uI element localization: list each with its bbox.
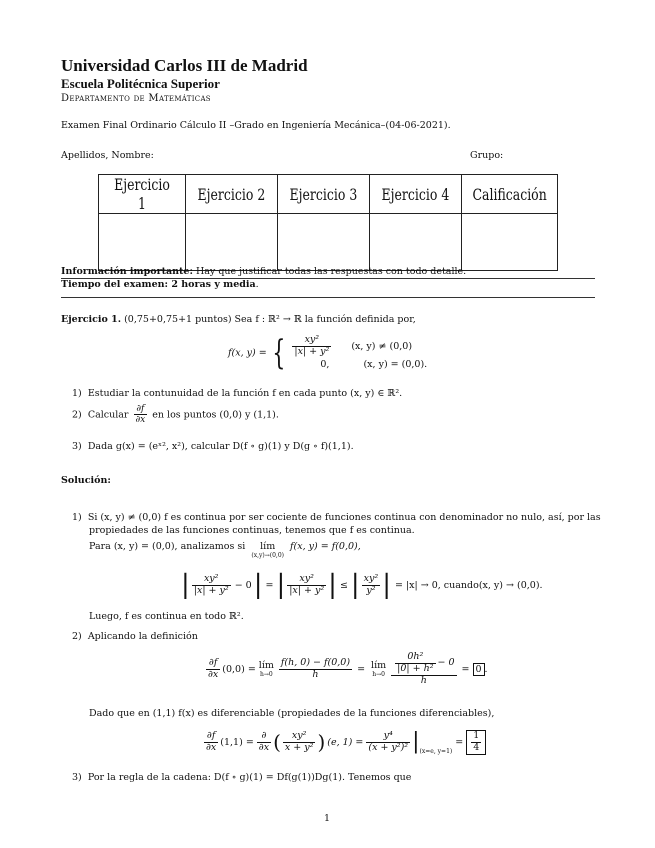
function-definition: f(x, y) = { $\frac{\text{xy²}}{\text{|x| + y²}}$ (x, y) ≠ (0,0) 0, (x, y) = (0,0). <box>228 333 428 373</box>
solution-2-text: 2) Aplicando la definición <box>72 631 198 642</box>
university-title: Universidad Carlos III de Madrid <box>61 56 308 75</box>
solution-3-text: 3) Por la regla de la cadena: D(f ∘ g)(1) = Df(g(1))Dg(1). Tenemos que <box>72 772 412 783</box>
solution-title: Solución: <box>61 475 111 486</box>
grade-cell-ej2 <box>186 214 278 271</box>
solution-2-diff-text: Dado que en (1,1) f(x) es diferenciable (propiedades de la funciones diferenciables), <box>89 708 495 719</box>
grade-header-calificacion: Calificación <box>462 175 558 214</box>
solution-1-conclusion: Luego, f es continua en todo ℝ². <box>89 611 244 622</box>
page-number: 1 <box>324 813 331 824</box>
important-info: Información importante: Hay que justificar todas las respuestas con todo detalle. <box>61 266 467 277</box>
solution-2-derivative-00: $\frac{\partial f}{\partial x}$ (0,0) = lím h→0 $\frac{f(h, 0) - f(0,0)}{h}$ = lím h→0 $\frac{\text{0h²}}{\text{|0| + h²}}$ − 0 h = 0 . <box>208 651 488 686</box>
grade-header-ej1: Ejercicio 1 <box>99 175 186 214</box>
result-box-1: $\frac{1}{4}$ <box>466 730 486 755</box>
grade-header-ej3: Ejercicio 3 <box>278 175 370 214</box>
solution-1-text-b: propiedades de las funciones continuas, tenemos que f es continua. <box>89 525 415 536</box>
question-2: 2) Calcular $\frac{\partial f}{\partial x}$ en los puntos (0,0) y (1,1). <box>72 404 279 426</box>
grade-cell-ej1 <box>99 214 186 271</box>
department-title: Departamento de Matemáticas <box>61 93 211 104</box>
solution-1-text-a: 1) Si (x, y) ≠ (0,0) f es continua por ser cociente de funciones continua con denominador no nulo, así, por las <box>72 512 601 523</box>
grade-header-ej2: Ejercicio 2 <box>186 175 278 214</box>
exercise-intro: Ejercicio 1. (0,75+0,75+1 puntos) Sea f : ℝ² → ℝ la función definida por, <box>61 314 416 325</box>
rule-top <box>61 278 595 279</box>
question-3: 3) Dada g(x) = (eˣ², x²), calcular D(f ∘ g)(1) y D(g ∘ f)(1,1). <box>72 441 354 452</box>
question-1: 1) Estudiar la contunuidad de la función f en cada punto (x, y) ∈ ℝ². <box>72 388 403 399</box>
grade-cell-ej4 <box>370 214 462 271</box>
school-title: Escuela Politécnica Superior <box>61 76 220 91</box>
rule-section <box>61 297 595 298</box>
grade-table <box>98 174 558 271</box>
grade-cell-calificacion <box>462 214 558 271</box>
exam-time: Tiempo del examen: 2 horas y media. <box>61 279 259 290</box>
name-label: Apellidos, Nombre: <box>61 150 154 161</box>
solution-1-limit: Para (x, y) = (0,0), analizamos si lím (x,y)→(0,0) f(x, y) = f(0,0), <box>89 541 361 559</box>
solution-1-inequality: | $\frac{\text{xy²}}{\text{|x| + y²}}$ − 0 | = | $\frac{\text{xy²}}{\text{|x| + y²}}$ | ≤ | $\frac{\text{xy²}}{\text{y²}}$ | = |x| → 0, cuando(x, y) → (0,0). <box>181 570 543 600</box>
grade-cell-ej3 <box>278 214 370 271</box>
grade-header-ej4: Ejercicio 4 <box>370 175 462 214</box>
solution-2-derivative-11: $\frac{\partial f}{\partial x}$ (1,1) = $\frac{\partial}{\partial x}$ ( $\frac{\text{xy²}}{\text{x + y²}}$ ) (e, 1) = $\frac{\text{y⁴}}{\text{(x + y²)²}}$ | (x=e, y=1) = $\frac{1}{4}$ <box>202 730 486 755</box>
result-box-0: 0 <box>473 663 485 676</box>
group-label: Grupo: <box>470 150 504 161</box>
exam-description: Examen Final Ordinario Cálculo II –Grado en Ingeniería Mecánica–(04-06-2021). <box>61 120 451 131</box>
